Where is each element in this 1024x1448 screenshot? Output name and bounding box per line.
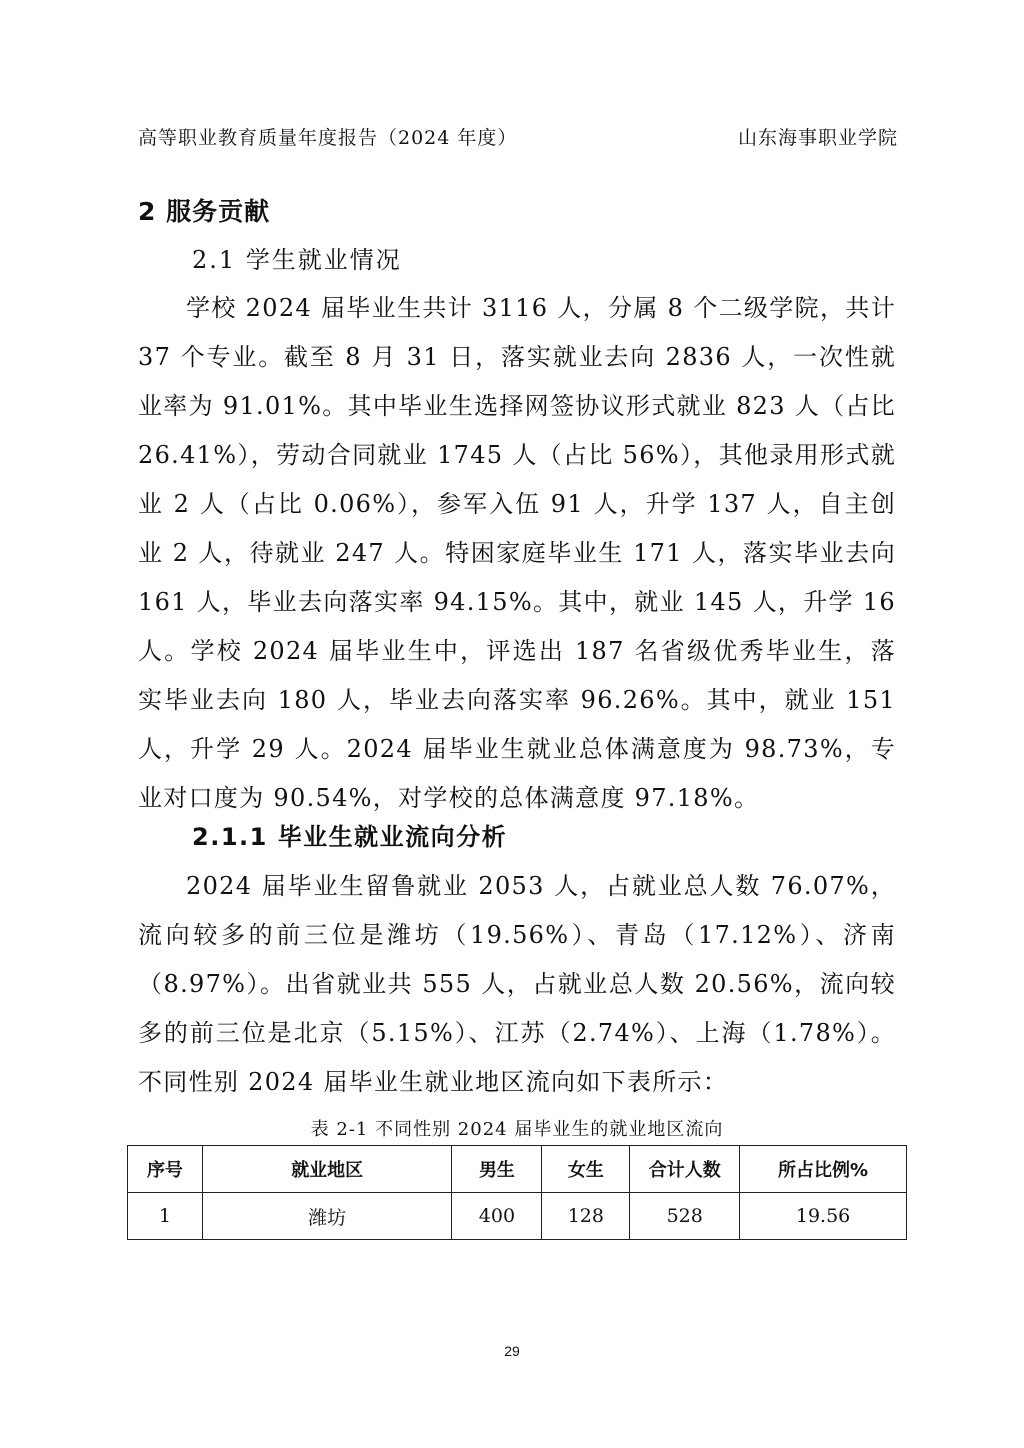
employment-summary-paragraph: 学校 2024 届毕业生共计 3116 人，分属 8 个二级学院，共计 37 个专业。截至 8 月 31 日，落实就业去向 2836 人，一次性就业率为 91.01%。其中毕业生选择网签协议形式就业 823 人（占比 26.41%），劳动合同就业 1745 人（占比 56%），其他录用形式就业 2 人（占比 0.06%），参军入伍 91 人，升学 137 人，自主创业 2 人，待就业 247 人。特困家庭毕业生 171 人，落实毕业去向 161 人，毕业去向落实率 94.15%。其中，就业 145 人，升学 16 人。学校 2024 届毕业生中，评选出 187 名省级优秀毕业生，落实毕业去向 180 人，毕业去向落实率 96.26%。其中，就业 151 人，升学 29 人。2024 届毕业生就业总体满意度为 98.73%，专业对口度为 90.54%，对学校的总体满意度 97.18%。 xyxy=(138,294,896,812)
page-number: 29 xyxy=(504,1343,520,1359)
header-report-title: 高等职业教育质量年度报告（2024 年度） xyxy=(138,127,518,149)
header-cell-female: 女生 xyxy=(542,1146,630,1193)
subsection-title: 2.1 学生就业情况 xyxy=(192,246,402,274)
header-cell-percentage: 所占比例% xyxy=(740,1146,907,1193)
subsubsection-title: 2.1.1 毕业生就业流向分析 xyxy=(192,823,508,851)
cell-region: 潍坊 xyxy=(202,1193,452,1240)
employment-region-table xyxy=(127,1145,907,1240)
cell-male: 400 xyxy=(452,1193,542,1240)
employment-flow-paragraph: 2024 届毕业生留鲁就业 2053 人，占就业总人数 76.07%，流向较多的前三位是潍坊（19.56%）、青岛（17.12%）、济南（8.97%）。出省就业共 555 人，占就业总人数 20.56%，流向较多的前三位是北京（5.15%）、江苏（2.74%）、上海（1.78%）。不同性别 2024 届毕业生就业地区流向如下表所示： xyxy=(138,872,896,1096)
cell-percentage: 19.56 xyxy=(740,1193,907,1240)
section-title: 2 服务贡献 xyxy=(138,197,271,226)
page-header xyxy=(138,123,898,155)
header-cell-region: 就业地区 xyxy=(202,1146,452,1193)
cell-female: 128 xyxy=(542,1193,630,1240)
header-institution-name: 山东海事职业学院 xyxy=(737,127,898,149)
table-row xyxy=(128,1193,907,1240)
table-header-row xyxy=(128,1146,907,1193)
cell-index: 1 xyxy=(128,1193,203,1240)
table-caption: 表 2-1 不同性别 2024 届毕业生的就业地区流向 xyxy=(310,1119,724,1140)
header-cell-index: 序号 xyxy=(128,1146,203,1193)
cell-total: 528 xyxy=(630,1193,740,1240)
header-cell-male: 男生 xyxy=(452,1146,542,1193)
header-cell-total: 合计人数 xyxy=(630,1146,740,1193)
